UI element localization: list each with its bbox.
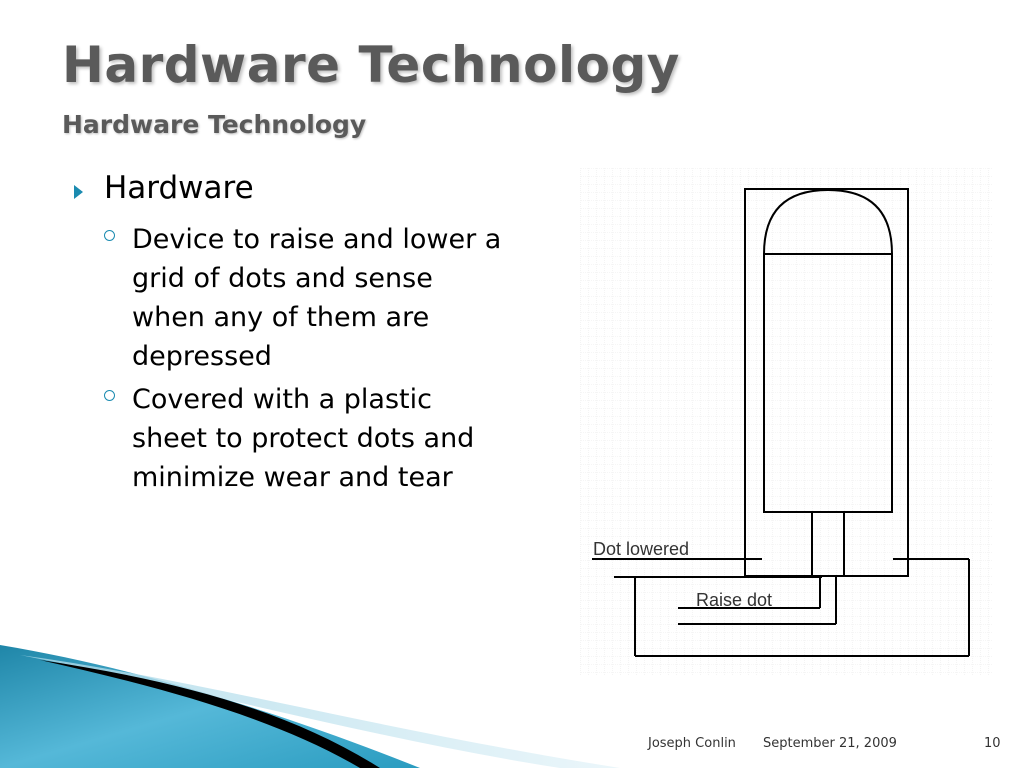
- sub-bullet-text: Covered with a plastic sheet to protect dots and minimize wear and tear: [132, 384, 475, 493]
- slide-subtitle: Hardware Technology: [62, 110, 367, 139]
- footer-author: Joseph Conlin: [648, 736, 736, 751]
- bullet-arrow-icon: [74, 185, 83, 199]
- footer-page-number: 10: [984, 736, 1001, 751]
- sub-bullet-text: Device to raise and lower a grid of dots and sense when any of them are depressed: [132, 224, 502, 372]
- sub-bullet-ring-icon: [104, 230, 115, 241]
- label-dot-lowered: Dot lowered: [593, 539, 690, 559]
- slide-title: Hardware Technology: [62, 36, 680, 94]
- sub-bullet-ring-icon: [104, 390, 115, 401]
- diagram-grid: [580, 168, 992, 676]
- label-raise-dot: Raise dot: [696, 590, 773, 610]
- decorative-swoosh: [0, 600, 620, 768]
- dot-mechanism-diagram: [580, 168, 992, 676]
- bullet-hardware-label: Hardware: [104, 170, 254, 206]
- footer-date: September 21, 2009: [763, 736, 897, 751]
